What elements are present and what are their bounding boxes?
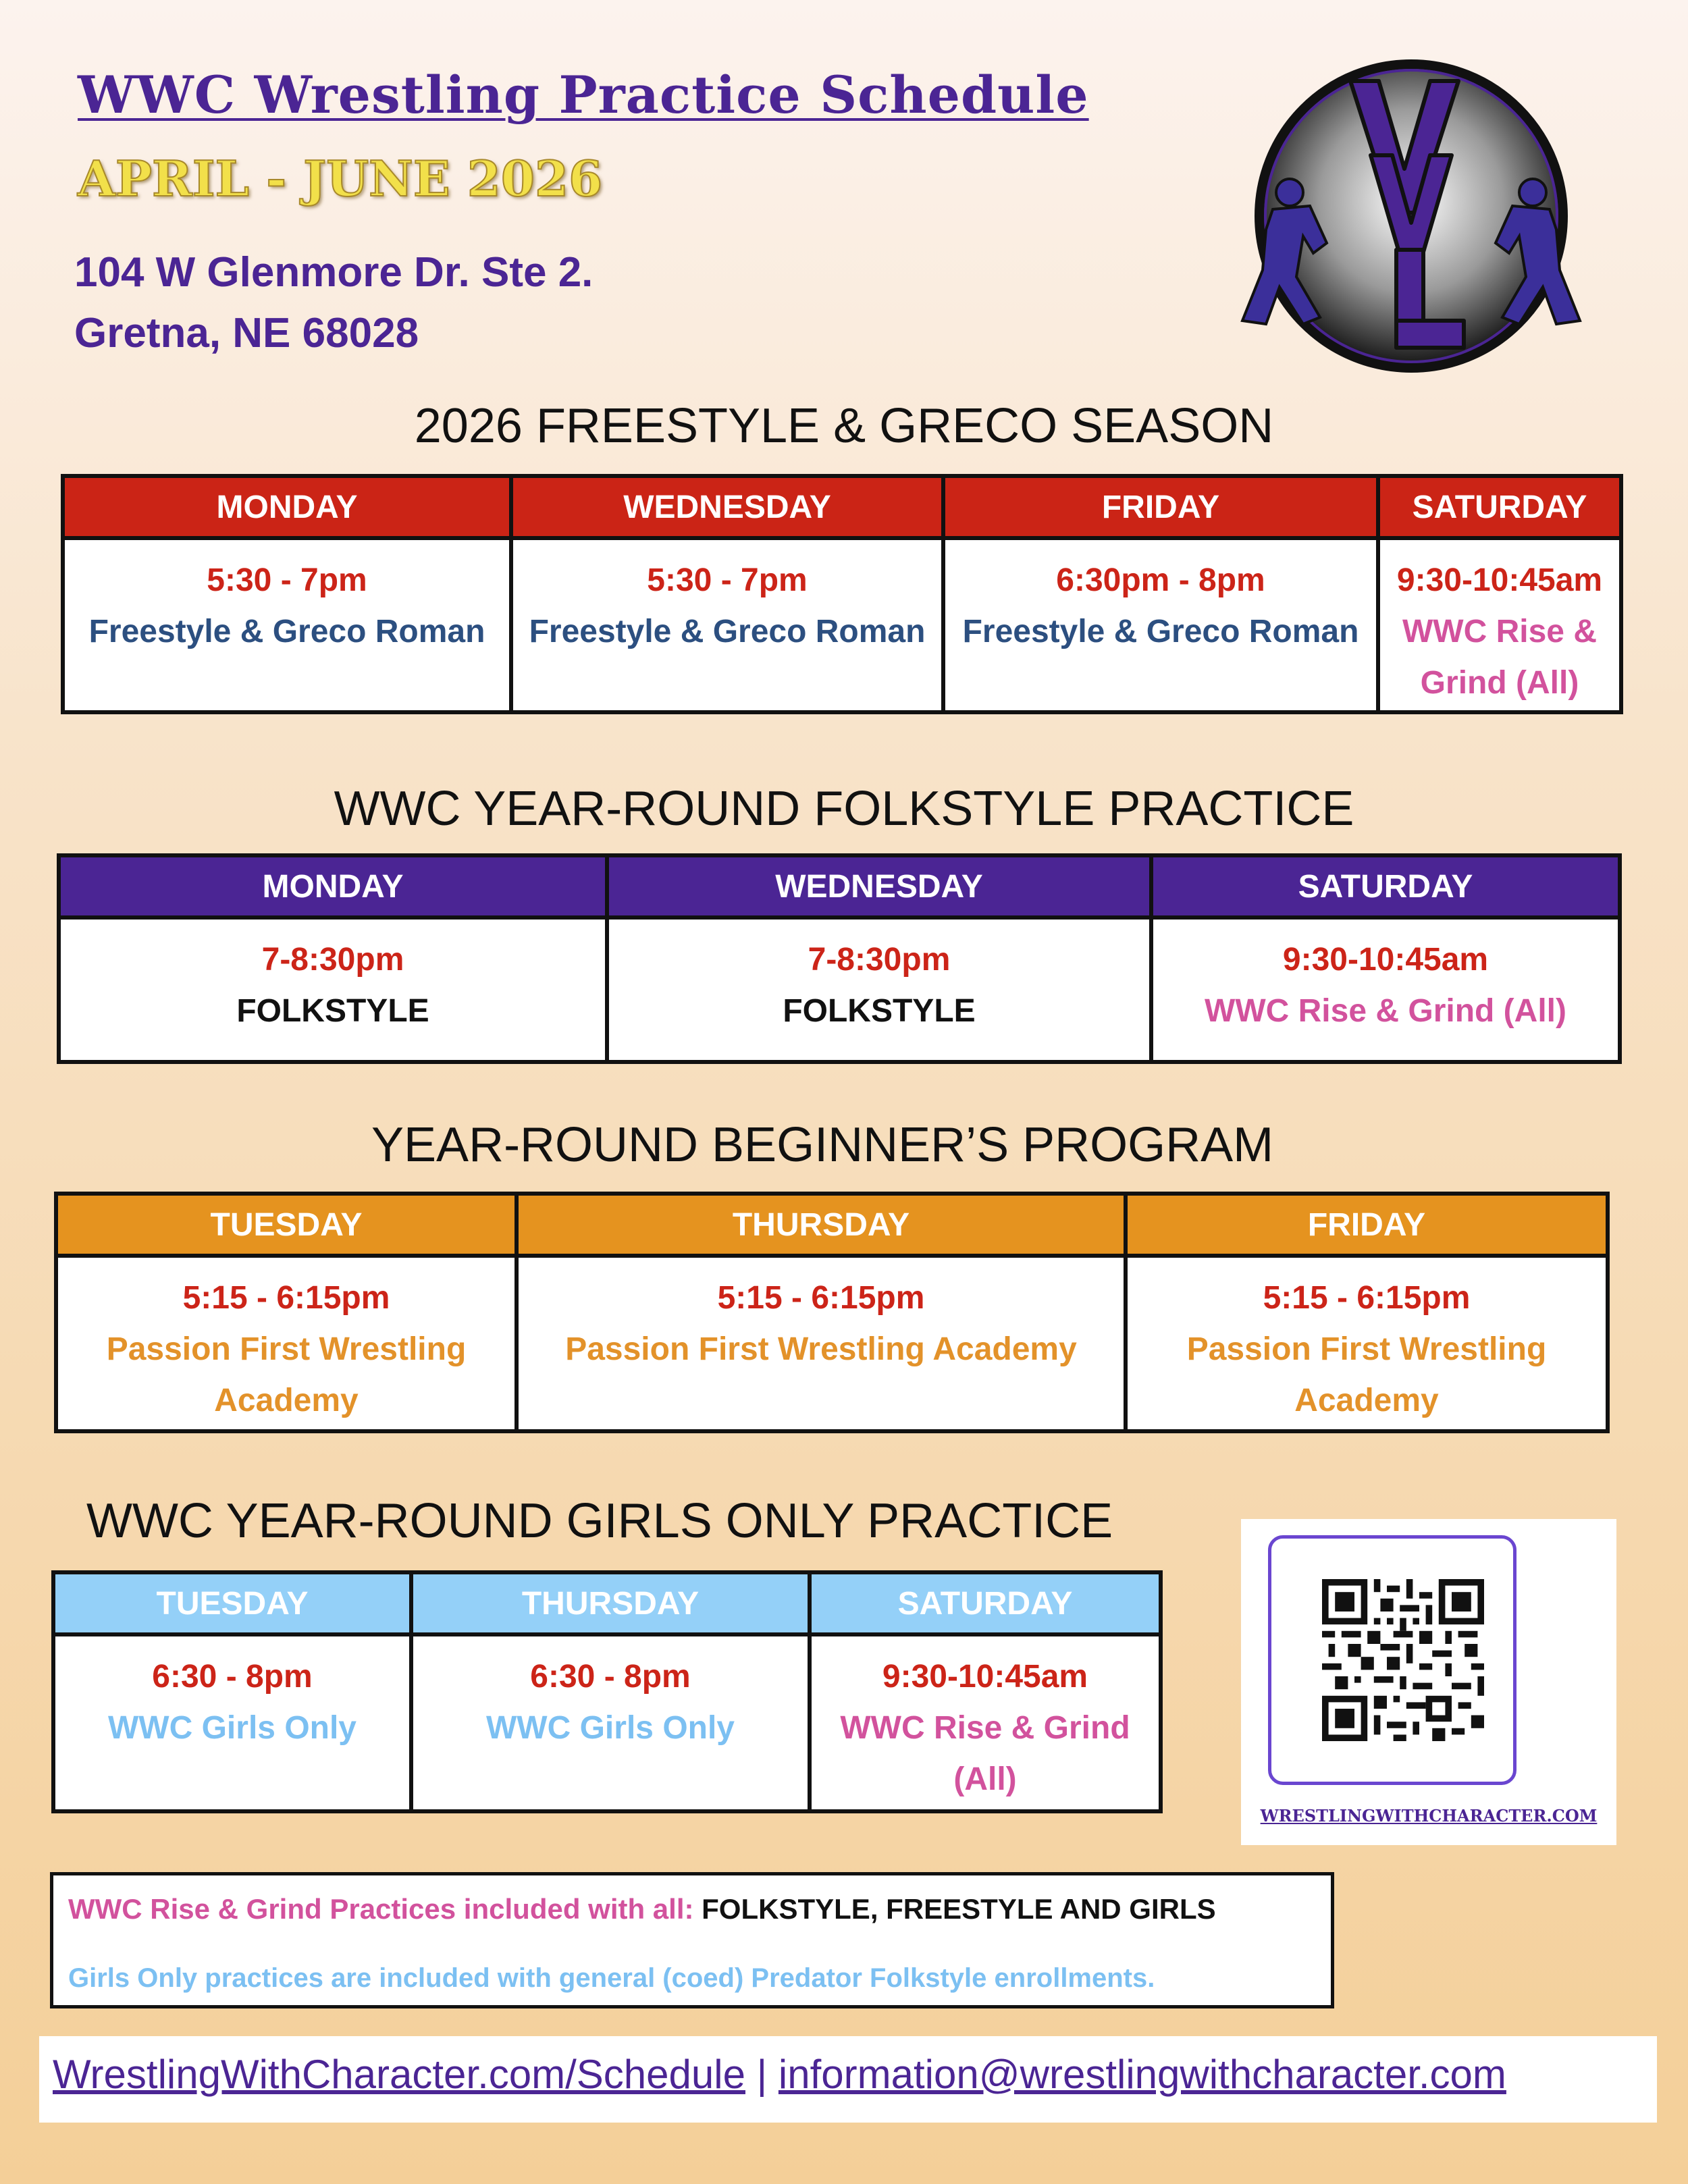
cell-saturday: 9:30-10:45am WWC Rise & Grind (All) [810,1634,1161,1811]
header-tuesday: TUESDAY [53,1572,411,1634]
footer-separator: | [745,2052,779,2097]
email-link[interactable]: information@wrestlingwithcharacter.com [778,2052,1506,2097]
cell-monday: 5:30 - 7pm Freestyle & Greco Roman [63,538,511,712]
header-saturday: SATURDAY [1378,476,1621,538]
qr-frame [1268,1535,1516,1785]
freestyle-greco-table [61,474,1623,714]
cell-saturday: 9:30-10:45am WWC Rise & Grind (All) [1378,538,1621,712]
address-line-2: Gretna, NE 68028 [74,310,419,356]
girls-only-note: Girls Only practices are included with general (coed) Predator Folkstyle enrollments. [68,1963,1155,1993]
footer [39,2036,1657,2123]
header-monday: MONDAY [59,855,607,917]
section-title-freestyle: 2026 FREESTYLE & GRECO SEASON [414,399,1274,453]
page-title: WWC Wrestling Practice Schedule [78,65,1089,125]
girls-table [51,1570,1163,1813]
folkstyle-table [57,853,1622,1064]
header-thursday: THURSDAY [411,1572,810,1634]
header-saturday: SATURDAY [1151,855,1620,917]
header-thursday: THURSDAY [517,1194,1126,1256]
rise-grind-note: WWC Rise & Grind Practices included with all: FOLKSTYLE, FREESTYLE AND GIRLS [68,1893,1216,1925]
notes-box [50,1872,1334,2008]
beginners-table [54,1192,1610,1433]
qr-card[interactable] [1241,1519,1616,1845]
schedule-link[interactable]: WrestlingWithCharacter.com/Schedule [53,2052,745,2097]
cell-tuesday: 5:15 - 6:15pm Passion First Wrestling Academy [56,1256,517,1431]
section-title-folkstyle: WWC YEAR-ROUND FOLKSTYLE PRACTICE [334,782,1354,836]
cell-wednesday: 7-8:30pm FOLKSTYLE [607,917,1151,1062]
address-line-1: 104 W Glenmore Dr. Ste 2. [74,249,594,296]
header-wednesday: WEDNESDAY [607,855,1151,917]
wwc-logo [1202,54,1620,378]
cell-saturday: 9:30-10:45am WWC Rise & Grind (All) [1151,917,1620,1062]
section-title-girls: WWC YEAR-ROUND GIRLS ONLY PRACTICE [86,1494,1113,1548]
header-friday: FRIDAY [943,476,1378,538]
cell-friday: 5:15 - 6:15pm Passion First Wrestling Academy [1126,1256,1608,1431]
qr-url-link[interactable]: WRESTLINGWITHCHARACTER.COM [1260,1806,1598,1826]
section-title-beginners: YEAR-ROUND BEGINNER’S PROGRAM [371,1118,1274,1172]
cell-wednesday: 5:30 - 7pm Freestyle & Greco Roman [511,538,943,712]
cell-tuesday: 6:30 - 8pm WWC Girls Only [53,1634,411,1811]
header-wednesday: WEDNESDAY [511,476,943,538]
date-range: APRIL - JUNE 2026 [78,150,603,207]
qr-code-icon [1322,1579,1484,1741]
header-friday: FRIDAY [1126,1194,1608,1256]
cell-friday: 6:30pm - 8pm Freestyle & Greco Roman [943,538,1378,712]
header-monday: MONDAY [63,476,511,538]
cell-thursday: 6:30 - 8pm WWC Girls Only [411,1634,810,1811]
cell-thursday: 5:15 - 6:15pm Passion First Wrestling Academy [517,1256,1126,1431]
cell-monday: 7-8:30pm FOLKSTYLE [59,917,607,1062]
header-tuesday: TUESDAY [56,1194,517,1256]
header-saturday: SATURDAY [810,1572,1161,1634]
